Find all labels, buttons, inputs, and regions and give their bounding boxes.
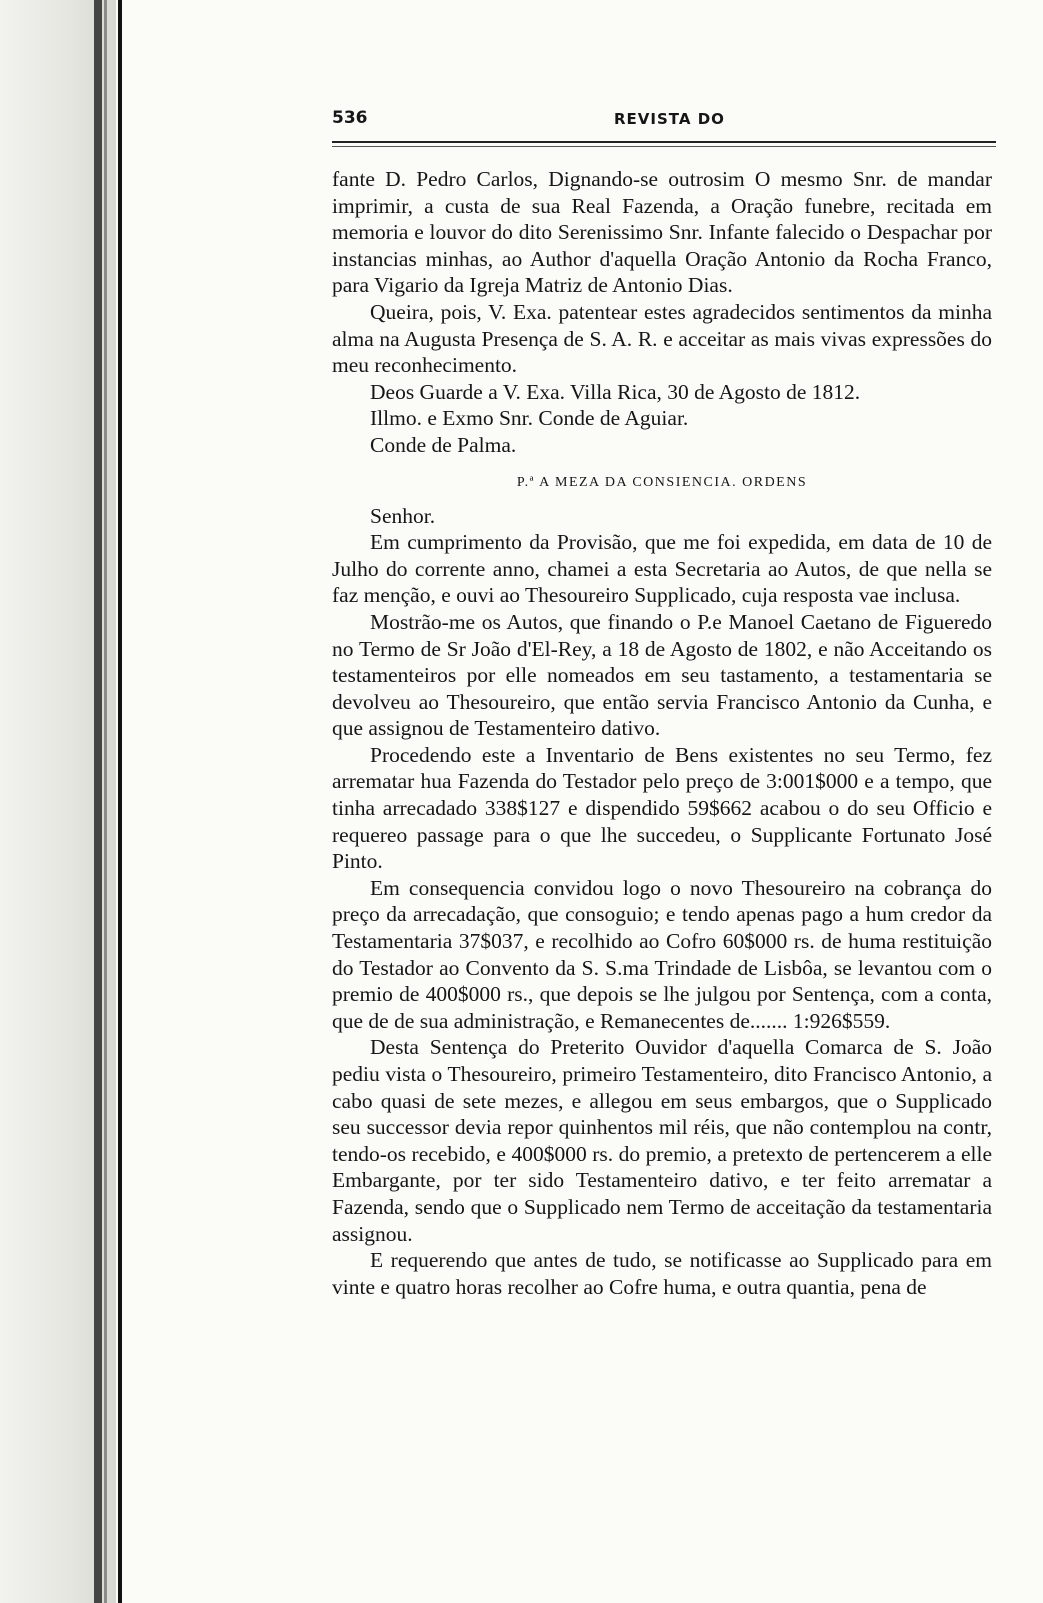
paragraph: Em cumprimento da Provisão, que me foi expedida, em data de 10 de Julho do corrente anno, chamei a esta Secretaria ao Autos, de que nella se faz menção, e ouvi ao Thesoureiro Supplicado, cuja resposta vae inclusa. <box>332 530 992 608</box>
page-number: 536 <box>332 108 368 128</box>
paragraph: Mostrão-me os Autos, que finando o P.e Manoel Caetano de Figueredo no Termo de Sr João d'El-Rey, a 18 de Agosto de 1802, e não Acceitando os testamenteiros por elle nomeados em seu tastamento, a testamentaria se devolveu ao Thesoureiro, que então servia Francisco Antonio da Cunha, e que assignou de Testamenteiro dativo. <box>332 609 992 741</box>
paragraph: Queira, pois, V. Exa. patentear estes agradecidos sentimentos da minha alma na Augusta Presença de S. A. R. e acceitar as mais vivas expressões do meu reconhecimento. <box>332 299 992 378</box>
paragraph: Desta Sentença do Preterito Ouvidor d'aquella Comarca de S. João pediu vista o Thesoureiro, primeiro Testamenteiro, dito Francisco Antonio, a cabo quasi de sete mezes, e allegou em seus embargos, que o Supplicado seu successor devia repor quinhentos mil réis, que não contemplou na contr, tendo-os recebido, e 400$000 rs. do premio, a pretexto de pertencerem a elle Embargante, por ter sido Testamenteiro dativo, e ter feito arrematar a Fazenda, sendo que o Supplicado nem Termo de acceitação da testamentaria assignou. <box>332 1035 992 1246</box>
letter-addressee: Illmo. e Exmo Snr. Conde de Aguiar. <box>370 406 689 431</box>
binding-gutter-line <box>118 0 122 1603</box>
paragraph-continuation: fante D. Pedro Carlos, Dignando-se outrosim O mesmo Snr. de mandar imprimir, a custa de sua Real Fazenda, a Oração funebre, recitada em memoria e louvor do dito Serenissimo Snr. Infante falecido o Despachar por instancias minhas, ao Author d'aquella Oração Antonio da Rocha Franco, para Vigario da Igreja Matriz de Antonio Dias. <box>332 167 992 298</box>
section-heading: P.ª A MEZA DA CONSIENCIA. ORDENS <box>516 474 808 490</box>
letter-closing-date: Deos Guarde a V. Exa. Villa Rica, 30 de Agosto de 1812. <box>370 379 861 404</box>
paragraph: Em consequencia convidou logo o novo Thesoureiro na cobrança do preço da arrecadação, que consoguio; e tendo apenas pago a hum credor da Testamentaria 37$037, e recolhido ao Cofro 60$000 rs. de huma restituição do Testador ao Convento da S. S.ma Trindade de Lisbôa, se levantou com o premio de 400$000 rs., que depois se lhe julgou por Sentença, com a conta, que de de sua administração, e Remanecentes de....... 1:926$559. <box>332 875 992 1033</box>
salutation: Senhor. <box>370 503 436 528</box>
letter-signature: Conde de Palma. <box>370 432 517 457</box>
running-title: REVISTA DO <box>614 110 725 128</box>
page-body <box>332 166 992 1300</box>
paragraph: Procedendo este a Inventario de Bens existentes no seu Termo, fez arrematar hua Fazenda do Testador pelo preço de 3:001$000 e a tempo, que tinha arrecadado 338$127 e dispendido 59$662 acabou o do seu Officio e requereo passage para o que lhe succedeu, o Supplicante Fortunato José Pinto. <box>332 742 992 874</box>
paragraph: E requerendo que antes de tudo, se notificasse ao Supplicado para em vinte e quatro horas recolher ao Cofre huma, e outra quantia, pena de <box>332 1248 992 1299</box>
binding-gutter-streak <box>94 0 102 1603</box>
binding-gutter-streak-secondary <box>104 0 107 1603</box>
header-rule <box>332 141 996 147</box>
page-header <box>332 108 994 134</box>
